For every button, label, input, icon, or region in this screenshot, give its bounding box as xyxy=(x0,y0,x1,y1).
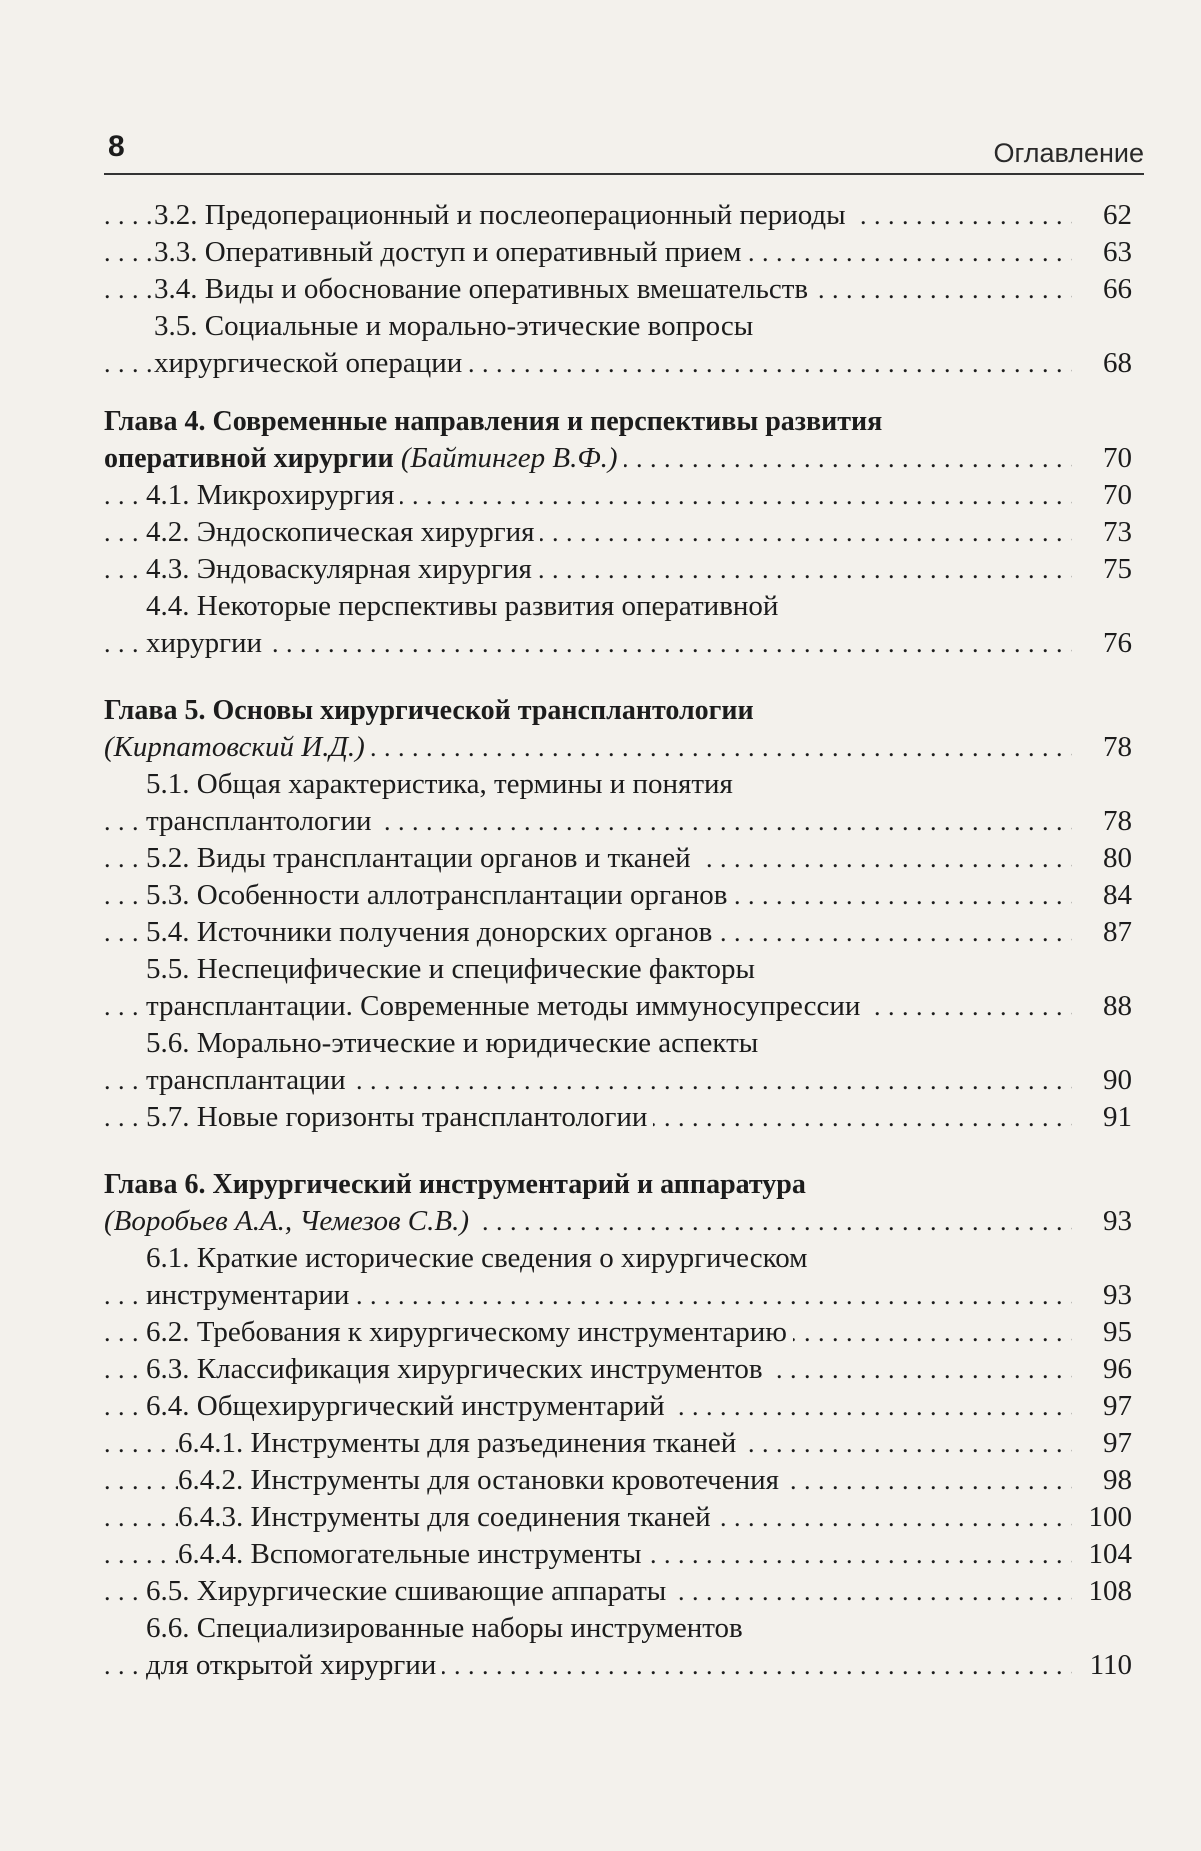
toc-page-number: 70 xyxy=(1072,477,1132,514)
toc-page-number: 66 xyxy=(1072,271,1132,308)
toc-page-number: 80 xyxy=(1072,840,1132,877)
toc-page-number: 84 xyxy=(1072,877,1132,914)
toc-entry[interactable]: . . . 6.3. Классификация хирургических инструментов 96 xyxy=(104,1351,1132,1388)
toc-entry[interactable]: . . . 4.2. Эндоскопическая хирургия 73 xyxy=(104,514,1132,551)
chapter-author: (Байтингер В.Ф.) xyxy=(400,442,618,474)
toc-chapter-heading[interactable]: Глава 6. Хирургический инструментарий и аппаратура xyxy=(104,1166,1132,1203)
toc-entry[interactable]: . . . 5.2. Виды трансплантации органов и тканей 80 xyxy=(104,840,1132,877)
toc-subentry[interactable]: . . . 6.4.1. Инструменты для разъединения тканей 97 xyxy=(104,1425,1132,1462)
toc-entry[interactable]: 4.4. Некоторые перспективы развития оперативной xyxy=(104,588,1132,625)
toc-entry[interactable]: 5.1. Общая характеристика, термины и понятия xyxy=(104,766,1132,803)
toc-page-number: 97 xyxy=(1072,1388,1132,1425)
toc-chapter-heading[interactable]: Глава 4. Современные направления и перспективы развития xyxy=(104,403,1132,440)
toc-page-number: 91 xyxy=(1072,1099,1132,1136)
toc-entry-continuation[interactable]: . . . инструментарии 93 xyxy=(104,1277,1132,1314)
toc-page-number: 78 xyxy=(1072,803,1132,840)
toc-page-number: 63 xyxy=(1072,234,1132,271)
toc-entry[interactable]: 3.5. Социальные и морально-этические вопросы xyxy=(104,308,1132,345)
toc-page-number: 108 xyxy=(1072,1573,1132,1610)
toc-page-number: 88 xyxy=(1072,988,1132,1025)
page-number: 8 xyxy=(108,130,125,163)
toc-entry[interactable]: . . . 6.2. Требования к хирургическому инструментарию 95 xyxy=(104,1314,1132,1351)
toc-entry[interactable]: 6.1. Краткие исторические сведения о хирургическом xyxy=(104,1240,1132,1277)
toc-entry[interactable]: . . . 5.3. Особенности аллотрансплантации органов 84 xyxy=(104,877,1132,914)
chapter-author: . . . (Воробьев А.А., Чемезов С.В.) xyxy=(104,1203,475,1240)
toc-entry[interactable]: 5.5. Неспецифические и специфические факторы xyxy=(104,951,1132,988)
toc-chapter-author-line[interactable] xyxy=(104,1203,1132,1240)
toc-page-number: 93 xyxy=(1072,1277,1132,1314)
toc-page-number: 96 xyxy=(1072,1351,1132,1388)
toc-subentry[interactable]: . . . 6.4.3. Инструменты для соединения тканей 100 xyxy=(104,1499,1132,1536)
toc-entry[interactable]: . . . 3.3. Оперативный доступ и оперативный прием 63 xyxy=(104,234,1132,271)
toc-page-number: 90 xyxy=(1072,1062,1132,1099)
toc-page-number: 87 xyxy=(1072,914,1132,951)
toc-entry-continuation[interactable]: . . . трансплантологии 78 xyxy=(104,803,1132,840)
toc-chapter-heading[interactable]: Глава 5. Основы хирургической трансплантологии xyxy=(104,692,1132,729)
toc-subentry[interactable]: . . . 6.4.4. Вспомогательные инструменты 104 xyxy=(104,1536,1132,1573)
page-header xyxy=(104,128,1144,172)
toc-page-number: 78 xyxy=(1072,729,1132,766)
running-title: Оглавление xyxy=(993,138,1144,168)
toc-entry[interactable]: . . . 5.7. Новые горизонты трансплантологии 91 xyxy=(104,1099,1132,1136)
header-rule xyxy=(104,173,1144,175)
toc-entry[interactable]: . . . 4.3. Эндоваскулярная хирургия 75 xyxy=(104,551,1132,588)
toc-page-number: 68 xyxy=(1072,345,1132,382)
toc-page-number: 104 xyxy=(1072,1536,1132,1573)
toc-page-number: 98 xyxy=(1072,1462,1132,1499)
toc-chapter-author-line[interactable] xyxy=(104,729,1132,766)
toc-page-number: 97 xyxy=(1072,1425,1132,1462)
toc-entry-continuation[interactable]: . . . хирургической операции 68 xyxy=(104,345,1132,382)
toc-chapter-heading[interactable]: . . . оперативной хирургии (Байтингер В.Ф.) 70 xyxy=(104,440,1132,477)
toc-entry-continuation[interactable]: . . . для открытой хирургии 110 xyxy=(104,1647,1132,1684)
toc-page-number: 73 xyxy=(1072,514,1132,551)
toc-page-number: 75 xyxy=(1072,551,1132,588)
toc-page-number: 95 xyxy=(1072,1314,1132,1351)
toc-page-number: 70 xyxy=(1072,440,1132,477)
toc-entry[interactable]: 5.6. Морально-этические и юридические аспекты xyxy=(104,1025,1132,1062)
toc-page-number: 62 xyxy=(1072,197,1132,234)
toc-entry-continuation[interactable]: . . . хирургии 76 xyxy=(104,625,1132,662)
toc-entry[interactable]: . . . 4.1. Микрохирургия 70 xyxy=(104,477,1132,514)
toc-page-number: 93 xyxy=(1072,1203,1132,1240)
toc-entry[interactable]: . . . 6.4. Общехирургический инструментарий 97 xyxy=(104,1388,1132,1425)
toc-entry-continuation[interactable]: . . . трансплантации. Современные методы иммуносупрессии 88 xyxy=(104,988,1132,1025)
toc-entry[interactable]: . . . 3.2. Предоперационный и послеоперационный периоды 62 xyxy=(104,197,1132,234)
chapter-author: . . . (Кирпатовский И.Д.) xyxy=(104,729,371,766)
toc-entry[interactable]: . . . 3.4. Виды и обоснование оперативных вмешательств 66 xyxy=(104,271,1132,308)
toc-entry[interactable]: . . . 6.5. Хирургические сшивающие аппараты 108 xyxy=(104,1573,1132,1610)
toc-entry[interactable]: 6.6. Специализированные наборы инструментов xyxy=(104,1610,1132,1647)
toc-page-number: 76 xyxy=(1072,625,1132,662)
toc-entry[interactable]: . . . 5.4. Источники получения донорских органов 87 xyxy=(104,914,1132,951)
toc-page-number: 110 xyxy=(1072,1647,1132,1684)
toc-entry-continuation[interactable]: . . . трансплантации 90 xyxy=(104,1062,1132,1099)
toc-page-number: 100 xyxy=(1072,1499,1132,1536)
toc-subentry[interactable]: . . . 6.4.2. Инструменты для остановки кровотечения 98 xyxy=(104,1462,1132,1499)
